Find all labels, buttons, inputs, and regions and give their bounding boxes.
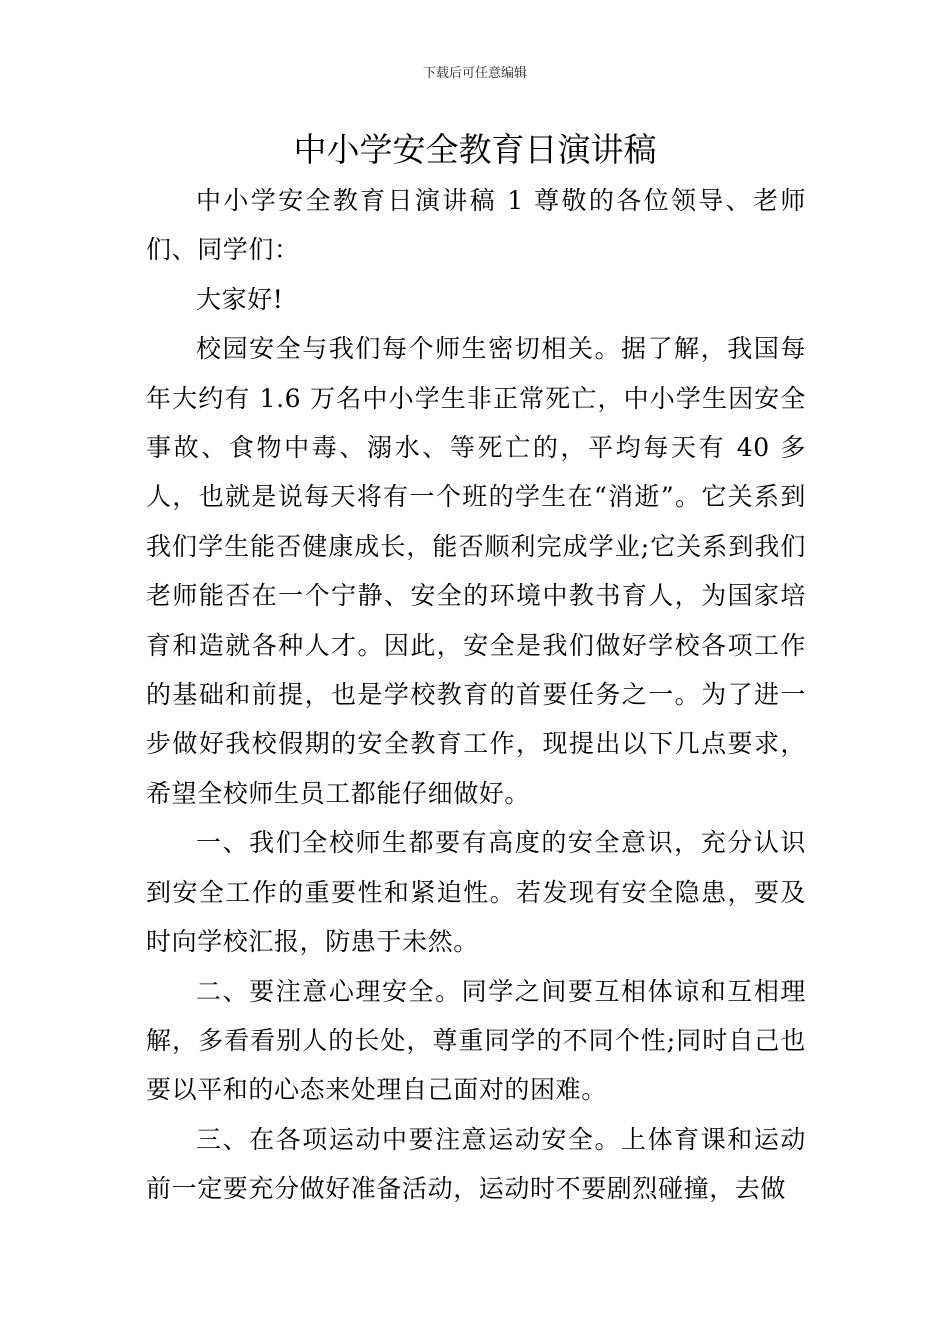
paragraph-point-3: 三、在各项运动中要注意运动安全。上体育课和运动前一定要充分做好准备活动，运动时不要剧烈碰撞，去做: [146, 1124, 806, 1204]
document-body: [146, 176, 806, 1214]
paragraph-point-2: 二、要注意心理安全。同学之间要互相体谅和互相理解，多看看别人的长处，尊重同学的不同个性;同时自己也要以平和的心态来处理自己面对的困难。: [146, 976, 806, 1105]
paragraph-intro: 校园安全与我们每个师生密切相关。据了解，我国每年大约有 1.6 万名中小学生非正常死亡，中小学生因安全事故、食物中毒、溺水、等死亡的，平均每天有 40 多人，也就是说每天将有一个班的学生在“消逝”。它关系到我们学生能否健康成长，能否顺利完成学业;它关系到我们老师能否在一个宁静、安全的环境中教书育人，为国家培育和造就各种人才。因此，安全是我们做好学校各项工作的基础和前提，也是学校教育的首要任务之一。为了进一步做好我校假期的安全教育工作，现提出以下几点要求，希望全校师生员工都能仔细做好。: [146, 334, 806, 808]
document-title: 中小学安全教育日演讲稿: [293, 130, 657, 169]
header-note: 下载后可任意编辑: [422, 66, 527, 81]
paragraph-hello: 大家好!: [196, 284, 284, 314]
paragraph-greeting: 中小学安全教育日演讲稿 1 尊敬的各位领导、老师们、同学们：: [146, 186, 806, 265]
paragraph-point-1: 一、我们全校师生都要有高度的安全意识，充分认识到安全工作的重要性和紧迫性。若发现有安全隐患，要及时向学校汇报，防患于未然。: [146, 828, 806, 957]
